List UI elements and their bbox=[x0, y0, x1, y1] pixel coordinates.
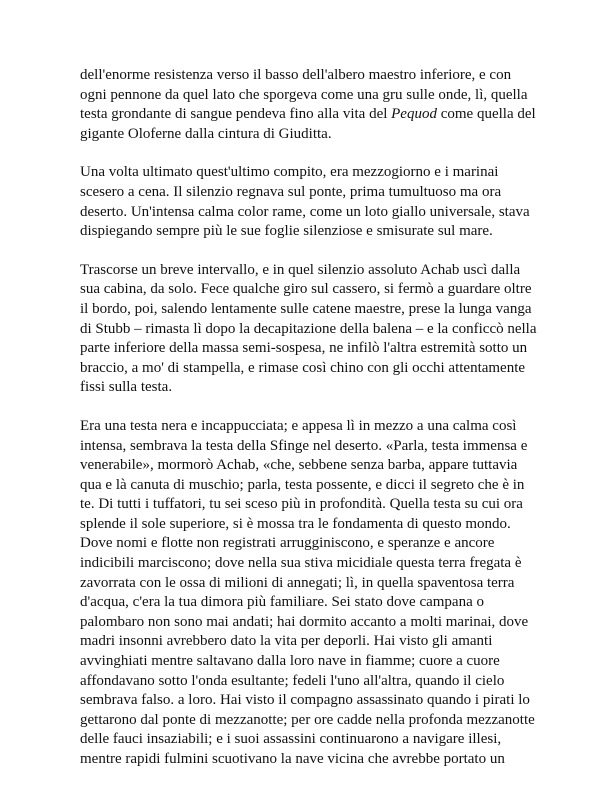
text-segment: avvinghiati mentre saltavano dalla loro nave in fiamme; cuore a cuore bbox=[80, 653, 500, 670]
text-line bbox=[80, 378, 522, 398]
text-line bbox=[80, 515, 522, 535]
text-segment: fissi sulla testa. bbox=[80, 379, 173, 396]
text-line bbox=[80, 320, 537, 340]
text-segment: delle fauci insaziabili; e i suoi assassini continuarono a navigare illesi, bbox=[80, 731, 502, 748]
text-line bbox=[80, 437, 528, 457]
text-line bbox=[80, 730, 522, 750]
paragraph bbox=[80, 66, 536, 144]
text-line bbox=[80, 163, 522, 183]
text-segment: braccio, a mo' di stampella, e rimase così chino con gli occhi attentamente bbox=[80, 359, 526, 376]
text-line bbox=[80, 476, 525, 496]
text-line bbox=[80, 359, 526, 379]
text-line bbox=[80, 125, 522, 145]
text-segment: Era una testa nera e incappucciata; e appesa lì in mezzo a una calma così bbox=[80, 417, 517, 434]
text-line bbox=[80, 280, 532, 300]
text-line bbox=[80, 456, 522, 476]
text-line bbox=[80, 203, 530, 223]
text-segment: Una volta ultimato quest'ultimo compito, era mezzogiorno e i marinai bbox=[80, 164, 499, 181]
text-line bbox=[80, 534, 522, 554]
text-line bbox=[80, 105, 536, 125]
text-line bbox=[80, 574, 522, 594]
text-line bbox=[80, 495, 522, 515]
text-segment: palombaro non sono mai andati; hai dormito accanto a molti marinai, dove bbox=[80, 613, 529, 630]
text-segment: Dove nomi e flotte non registrati arrugginiscono, e speranze e ancore bbox=[80, 535, 495, 552]
text-line bbox=[80, 652, 522, 672]
text-segment: madri insonni avrebbero dato la vita per deporli. Hai visto gli amanti bbox=[80, 633, 493, 650]
text-segment: sembrava falso. a loro. Hai visto il compagno assassinato quando i pirati lo bbox=[80, 692, 530, 709]
text-segment: come quella del bbox=[436, 106, 536, 123]
text-segment: te. Di tutti i tuffatori, tu sei sceso più in profondità. Quella testa su cui ora bbox=[80, 496, 523, 513]
text-line bbox=[80, 300, 532, 320]
text-segment: affondavano sotto l'onda esultante; fedeli l'uno all'altra, quando il cielo bbox=[80, 672, 505, 689]
text-segment: gettarono dal ponte di mezzanotte; per ore cadde nella profonda mezzanotte bbox=[80, 711, 535, 728]
text-segment: parte inferiore della massa semi-sospesa, ne infilò l'altra estremità sotto un bbox=[80, 340, 528, 357]
text-line bbox=[80, 691, 530, 711]
text-line bbox=[80, 554, 522, 574]
text-line bbox=[80, 417, 522, 437]
text-segment: mentre rapidi fulmini scuotivano la nave vicina che avrebbe portato un bbox=[80, 751, 505, 767]
text-segment: dispiegando sempre più le sue foglie silenziose e smisurate sul mare. bbox=[80, 223, 493, 240]
text-segment: d'acqua, c'era la tua dimora più familiare. Sei stato dove campana o bbox=[80, 594, 484, 611]
text-segment: indicibili marciscono; dove nella sua stiva micidiale questa terra fregata è bbox=[80, 555, 522, 572]
text-line bbox=[80, 339, 528, 359]
text-line bbox=[80, 86, 528, 106]
text-segment: ogni pennone da quel lato che sporgeva come una gru sulle onde, lì, quella bbox=[80, 86, 528, 103]
document-page bbox=[80, 66, 537, 789]
text-segment: zavorrata con le ossa di milioni di annegati; lì, in quella spaventosa terra bbox=[80, 574, 515, 591]
text-line bbox=[80, 261, 522, 281]
italic-text: Pequod bbox=[391, 106, 437, 123]
paragraph bbox=[80, 417, 535, 770]
text-line bbox=[80, 66, 522, 86]
text-line bbox=[80, 632, 522, 652]
text-segment: deserto. Un'intensa calma color rame, come un loto giallo universale, stava bbox=[80, 203, 530, 220]
text-line bbox=[80, 593, 522, 613]
text-segment: testa grondante di sangue pendeva fino alla vita del bbox=[80, 106, 392, 123]
text-segment: il bordo, poi, salendo lentamente sulle catene maestre, prese la lunga vanga bbox=[80, 300, 532, 317]
text-line bbox=[80, 672, 522, 692]
text-line bbox=[80, 183, 522, 203]
text-segment: qua e là canuta di muschio; parla, testa possente, e dicci il segreto che è in bbox=[80, 476, 525, 493]
text-segment: Trascorse un breve intervallo, e in quel silenzio assoluto Achab uscì dalla bbox=[80, 261, 521, 278]
text-segment: sua cabina, da solo. Fece qualche giro sul cassero, si fermò a guardare oltre bbox=[80, 281, 532, 298]
text-line bbox=[80, 750, 522, 770]
text-line bbox=[80, 711, 535, 731]
text-segment: splende il sole superiore, si è mossa tra le fondamenta di questo mondo. bbox=[80, 515, 511, 532]
text-segment: scesero a cena. Il silenzio regnava sul ponte, prima tumultuoso ma ora bbox=[80, 183, 502, 200]
text-segment: intensa, sembrava la testa della Sfinge nel deserto. «Parla, testa immensa e bbox=[80, 437, 528, 454]
paragraph bbox=[80, 261, 537, 398]
text-segment: di Stubb – rimasta lì dopo la decapitazione della balena – e la conficcò nella bbox=[80, 320, 537, 337]
text-segment: gigante Oloferne dalla cintura di Giuditta. bbox=[80, 125, 332, 142]
text-segment: venerabile», mormorò Achab, «che, sebbene senza barba, appare tuttavia bbox=[80, 457, 518, 474]
text-line bbox=[80, 222, 522, 242]
text-line bbox=[80, 613, 529, 633]
paragraph bbox=[80, 163, 530, 241]
text-segment: dell'enorme resistenza verso il basso dell'albero maestro inferiore, e con bbox=[80, 67, 512, 83]
